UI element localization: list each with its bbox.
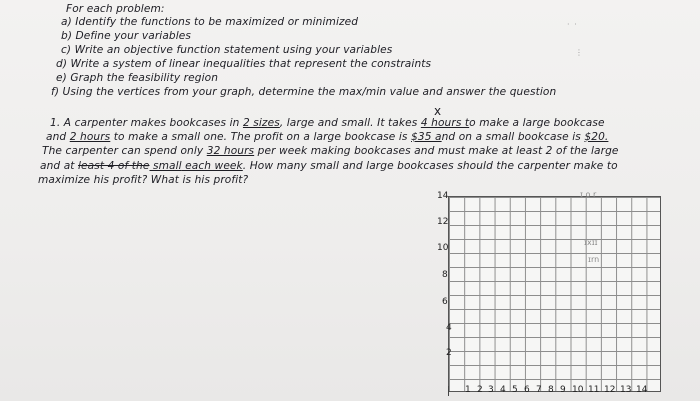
x-tick-label: 7 xyxy=(536,385,542,395)
x-tick-label: 9 xyxy=(560,385,566,395)
step-d: d) Write a system of linear inequalities that represent the constraints xyxy=(56,58,432,70)
problem-line-3: The carpenter can spend only 32 hours per week making bookcases and must make at least 2 of the large xyxy=(42,145,619,157)
x-tick-label: 10 xyxy=(572,385,584,395)
problem-line-1: 1. A carpenter makes bookcases in 2 sizes, large and small. It takes 4 hours to make a large bookcase xyxy=(50,117,605,129)
faint-scribble: ɪ o r xyxy=(580,190,597,199)
step-e: e) Graph the feasibility region xyxy=(56,72,219,84)
faint-scribble: ɪxɪɪ xyxy=(584,238,598,247)
problem-line-5: maximize his profit? What is his profit? xyxy=(38,174,249,186)
y-tick-label: 14 xyxy=(437,191,449,201)
step-f: f) Using the vertices from your graph, determine the max/min value and answer the question xyxy=(51,86,557,98)
y-tick-label: 12 xyxy=(437,217,449,227)
x-tick-label: 12 xyxy=(604,385,616,395)
y-tick-label: 10 xyxy=(437,243,449,253)
step-b: b) Define your variables xyxy=(61,30,192,42)
step-c: c) Write an objective function statement using your variables xyxy=(61,44,393,56)
x-tick-label: 1 xyxy=(465,385,471,395)
y-axis-stub xyxy=(448,386,454,396)
x-tick-label: 6 xyxy=(524,385,530,395)
x-tick-label: 13 xyxy=(620,385,632,395)
faint-scribble: ⋮ xyxy=(575,48,584,57)
problem-line-2: and 2 hours to make a small one. The profit on a large bookcase is $35 and on a small bookcase is $20. xyxy=(46,131,609,143)
faint-scribble: ɪrn xyxy=(588,255,600,264)
y-tick-label: 6 xyxy=(442,297,448,307)
x-tick-label: 11 xyxy=(588,385,600,395)
x-tick-label: 3 xyxy=(488,385,494,395)
blank-coordinate-grid[interactable] xyxy=(448,196,661,392)
handwritten-x-mark: x xyxy=(434,104,442,118)
x-tick-label: 4 xyxy=(500,385,506,395)
x-tick-label: 8 xyxy=(548,385,554,395)
x-tick-label: 5 xyxy=(512,385,518,395)
y-tick-label: 2 xyxy=(446,348,452,358)
instructions-header: For each problem: xyxy=(66,3,165,15)
y-tick-label: 4 xyxy=(446,323,452,333)
x-tick-label: 2 xyxy=(477,385,483,395)
x-tick-label: 14 xyxy=(636,385,648,395)
faint-scribble: · · xyxy=(567,20,578,29)
step-a: a) Identify the functions to be maximized or minimized xyxy=(61,16,359,28)
y-tick-label: 8 xyxy=(442,270,448,280)
problem-line-4: and at least 4 of the small each week. How many small and large bookcases should the carpenter make to xyxy=(40,160,618,172)
